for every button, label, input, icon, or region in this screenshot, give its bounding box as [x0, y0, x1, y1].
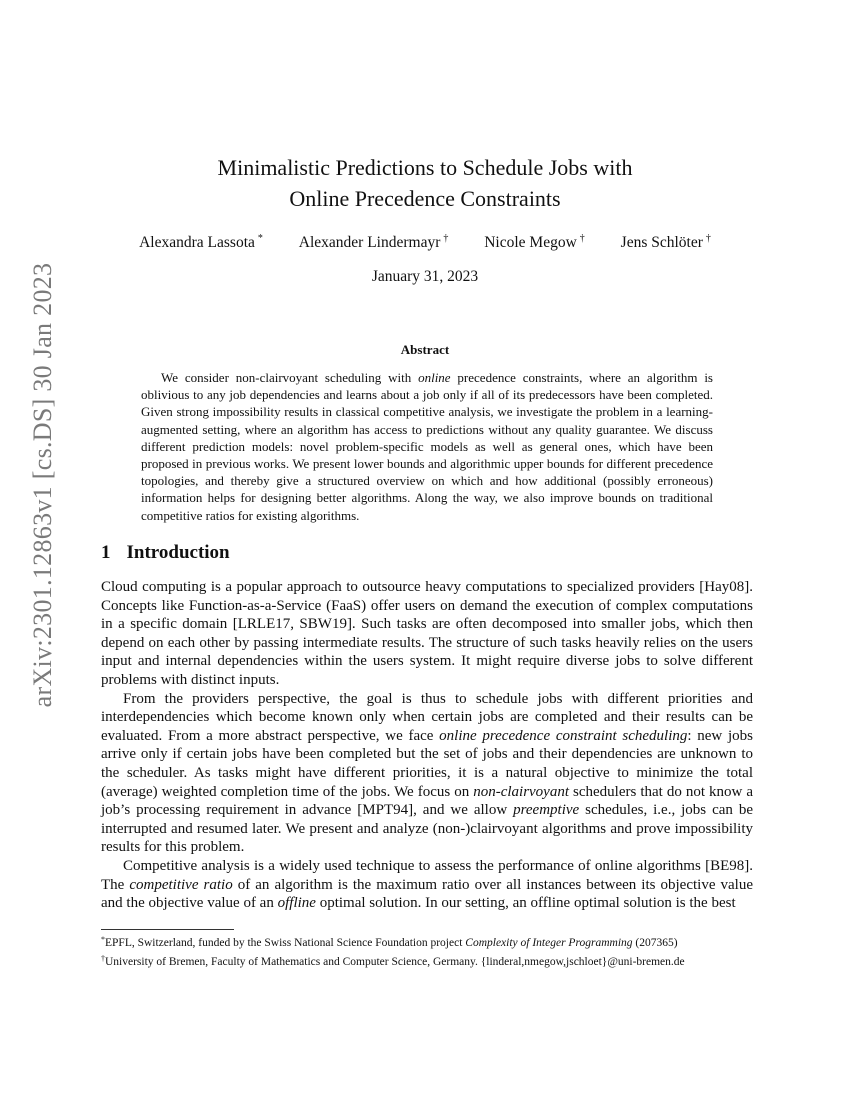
text-segment: Competitive analysis is a widely used technique to assess the performance of online algorithms [BE98]. The [101, 857, 753, 893]
footnote-mark: * [101, 935, 105, 944]
section-number: 1 [101, 542, 111, 563]
emphasis: preemptive [513, 802, 580, 819]
emphasis: competitive ratio [129, 876, 233, 893]
title-line-1: Minimalistic Predictions to Schedule Jobs with [217, 155, 633, 180]
footnote-text: University of Bremen, Faculty of Mathematics and Computer Science, Germany. {linderal,nmegow,jschloet}@uni-bremen.de [105, 956, 685, 968]
author [299, 233, 449, 252]
author-mark: * [257, 233, 263, 244]
abstract-segment: We consider non-clairvoyant scheduling with [161, 370, 419, 385]
text-segment: of an algorithm is the maximum ratio over all instances between its objective value and the objective value of an [101, 876, 753, 912]
author-name: Alexander Lindermayr [298, 234, 441, 251]
paragraph: Cloud computing is a popular approach to outsource heavy computations to specialized providers [Hay08]. Concepts like Function-as-a-Service (FaaS) offer users on demand the execution of complex computations in a specific domain [LRLE17, SBW19]. Such tasks are often decomposed into smaller jobs, which then depend on each other by passing intermediate results. The structure of such tasks heavily relies on the users input and internal dependencies within the users system. It might require diverse jobs to solve different problems with distinct inputs. [101, 579, 753, 688]
footnote-emphasis: Complexity of Integer Programming [465, 937, 633, 949]
paragraph [101, 690, 753, 857]
text-segment: optimal solution. In our setting, an offline optimal solution is the best [315, 895, 736, 912]
author-name: Jens Schlöter [620, 234, 703, 251]
author [139, 233, 263, 252]
author-mark: † [705, 233, 711, 244]
arxiv-stamp: arXiv:2301.12863v1 [cs.DS] 30 Jan 2023 [28, 262, 57, 708]
body-text [101, 578, 753, 913]
abstract-emphasis: online [418, 370, 451, 385]
abstract-segment: precedence constraints, where an algorithm is oblivious to any job dependencies and learns about a job only if all of its predecessors have been completed. Given strong impossibility results in classical competitive analysis, we investigate the problem in a learning-augmented setting, where an algorithm has access to predictions without any quality guarantee. We discuss different prediction models: novel problem-specific models as well as general ones, which have been proposed in previous works. We present lower bounds and algorithmic upper bounds for different precedence topologies, and thereby give a structured overview on which and how additional (possibly erroneous) information helps for designing better algorithms. Along the way, we also improve bounds on traditional competitive ratios for existing algorithms. [141, 370, 713, 523]
footnote-text: EPFL, Switzerland, funded by the Swiss National Science Foundation project [105, 937, 466, 949]
emphasis: offline [277, 895, 316, 912]
author-mark: † [579, 233, 585, 244]
author-mark: † [443, 233, 449, 244]
paragraph [101, 857, 753, 913]
footnote [101, 932, 761, 951]
section-heading [101, 542, 230, 564]
text-segment: schedules, i.e., jobs can be interrupted and resumed later. We present and analyze (non-)clairvoyant algorithms and prove impossibility results for this problem. [101, 802, 753, 856]
author-name: Nicole Megow [484, 234, 577, 251]
paper-date: January 31, 2023 [371, 268, 479, 285]
emphasis: online precedence constraint scheduling [439, 727, 688, 744]
author-name: Alexandra Lassota [139, 234, 255, 251]
footnote-rule [101, 929, 234, 930]
abstract-text [141, 369, 713, 524]
section-title: Introduction [126, 542, 230, 563]
footnote-text: (207365) [632, 937, 678, 949]
footnote-mark: † [101, 954, 105, 963]
author [484, 233, 585, 252]
author [621, 233, 711, 252]
text-segment: : new jobs arrive only if certain jobs have been completed but the set of jobs and their dependencies are unknown to the scheduler. As tasks might have different priorities, it is a natural objective to minimize the total (average) weighted completion time of the jobs. We focus on [101, 727, 753, 800]
abstract-heading: Abstract [400, 342, 450, 357]
text-segment: From the providers perspective, the goal is thus to schedule jobs with different priorities and interdependencies which become known only when certain jobs are completed and their results can be evaluated. From a more abstract perspective, we face [101, 690, 753, 744]
emphasis: non-clairvoyant [473, 783, 570, 800]
paper-title [0, 152, 850, 214]
footnote [101, 951, 761, 970]
footnotes [101, 932, 761, 970]
title-line-2: Online Precedence Constraints [289, 186, 561, 211]
author-list [0, 233, 850, 252]
text-segment: schedulers that do not know a job’s processing requirement in advance [MPT94], and we allow [101, 783, 753, 819]
